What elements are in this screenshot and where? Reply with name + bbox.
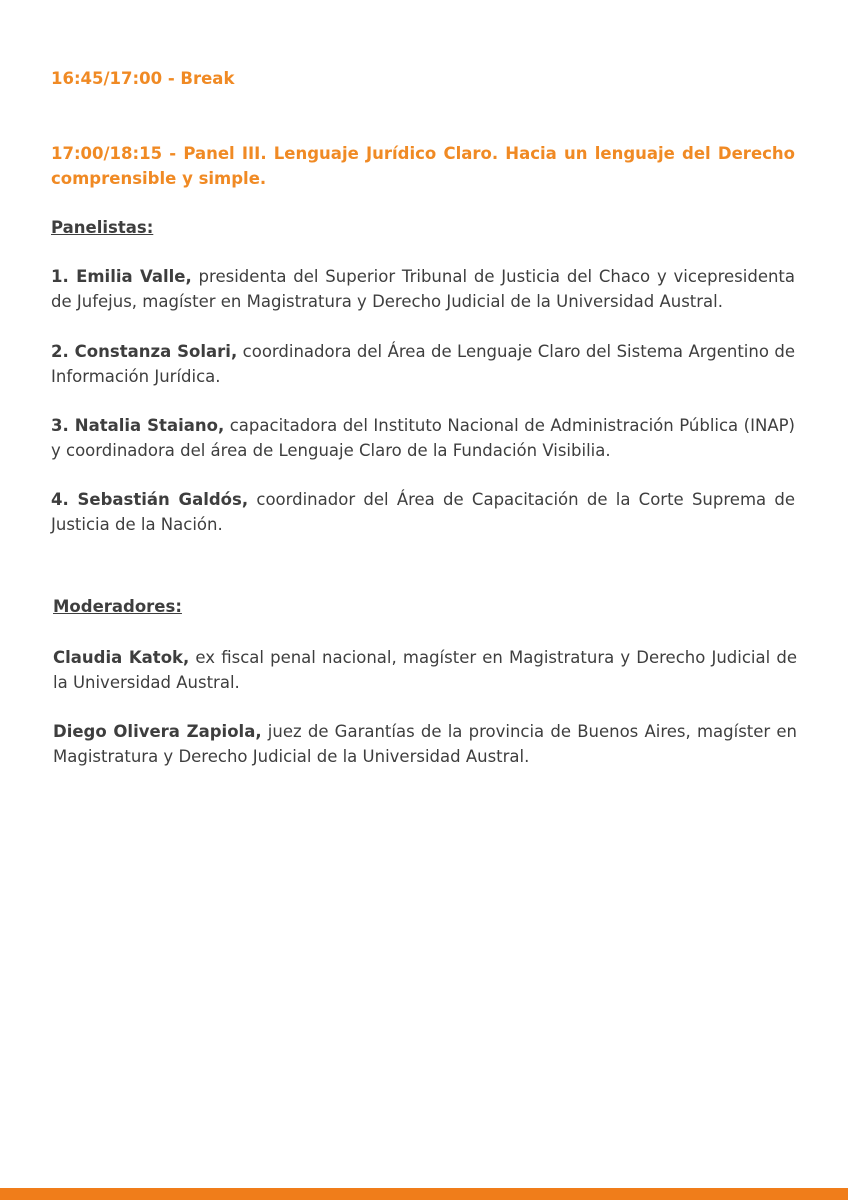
panel-title: 17:00/18:15 - Panel III. Lenguaje Jurídico Claro. Hacia un lenguaje del Derecho comprensible y simple. (51, 144, 795, 188)
panelist-description: coordinador del Área de Capacitación de la Corte Suprema de Justicia de la Nación. (51, 490, 796, 534)
moderator-entry (53, 646, 797, 695)
panelist-entry (51, 414, 795, 463)
panelist-entry (51, 265, 795, 314)
panelist-name: 4. Sebastián Galdós, (51, 490, 249, 509)
panelist-name: 2. Constanza Solari, (51, 342, 238, 361)
moderator-name: Diego Olivera Zapiola, (53, 722, 262, 741)
moderator-description: ex fiscal penal nacional, magíster en Magistratura y Derecho Judicial de la Universidad Austral. (53, 648, 797, 692)
footer-accent-bar (0, 1188, 848, 1200)
panelist-name: 1. Emilia Valle, (51, 267, 192, 286)
moderator-name: Claudia Katok, (53, 648, 190, 667)
moderators-heading: Moderadores: (53, 597, 182, 616)
moderator-description: juez de Garantías de la provincia de Buenos Aires, magíster en Magistratura y Derecho Judicial de la Universidad Austral. (53, 722, 797, 766)
panelist-entry (51, 488, 795, 537)
panelist-description: coordinadora del Área de Lenguaje Claro del Sistema Argentino de Información Jurídica. (51, 342, 796, 386)
panelist-description: capacitadora del Instituto Nacional de Administración Pública (INAP) y coordinadora del área de Lenguaje Claro de la Fundación Visibilia. (51, 416, 795, 460)
panelist-entry (51, 340, 795, 389)
panelist-description: presidenta del Superior Tribunal de Justicia del Chaco y vicepresidenta de Jufejus, magíster en Magistratura y Derecho Judicial de la Universidad Austral. (51, 267, 796, 311)
break-time-heading: 16:45/17:00 - Break (51, 69, 235, 88)
moderator-entry (53, 720, 797, 769)
panelists-heading: Panelistas: (51, 218, 154, 237)
panelist-name: 3. Natalia Staiano, (51, 416, 225, 435)
